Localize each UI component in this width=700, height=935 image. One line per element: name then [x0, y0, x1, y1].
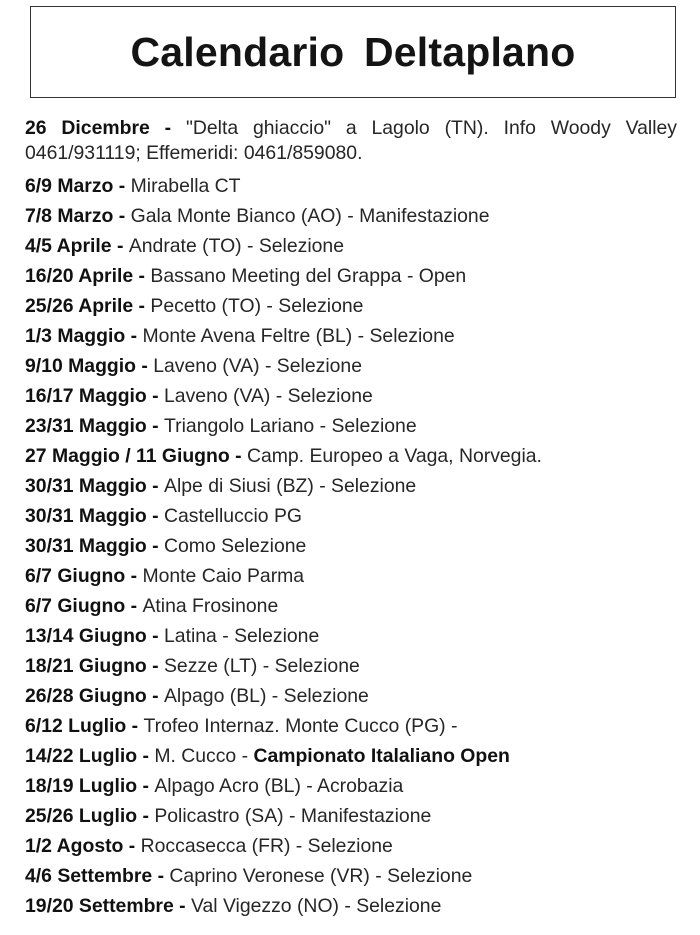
event-description: Val Vigezzo (NO) - Selezione [190, 895, 442, 917]
event-description: Caprino Veronese (VR) - Selezione [169, 865, 473, 887]
event-description: Trofeo Internaz. Monte Cucco (PG) - [143, 715, 458, 737]
event-item [25, 171, 677, 201]
event-item [25, 651, 677, 681]
event-item [25, 321, 677, 351]
event-date: 16/20 Aprile [25, 265, 134, 287]
event-item [25, 441, 677, 471]
event-separator: - [146, 505, 165, 527]
event-item [25, 411, 677, 441]
event-date: 26/28 Giugno [25, 685, 147, 707]
event-description: Alpe di Siusi (BZ) - Selezione [164, 475, 417, 497]
event-description: Alpago Acro (BL) - Acrobazia [154, 775, 404, 797]
event-separator: - [229, 445, 247, 467]
event-description: Bassano Meeting del Grappa - Open [150, 265, 467, 287]
event-description: Laveno (VA) - Selezione [164, 385, 373, 407]
event-separator: - [113, 175, 131, 197]
event-date: 23/31 Maggio [25, 415, 147, 437]
event-description: Pecetto (TO) - Selezione [150, 295, 364, 317]
event-item [25, 381, 677, 411]
event-separator: - [137, 745, 155, 767]
page-title: Calendario Deltaplano [130, 28, 576, 75]
event-item [25, 201, 677, 231]
event-item [25, 861, 677, 891]
event-description: Latina - Selezione [164, 625, 320, 647]
event-description: Castelluccio PG [164, 505, 302, 527]
event-date: 30/31 Maggio [25, 475, 147, 497]
event-date: 18/19 Luglio [25, 775, 138, 797]
event-separator: - [146, 625, 164, 647]
title-box [30, 6, 676, 98]
event-date: 25/26 Aprile [25, 295, 134, 317]
event-separator: - [137, 775, 155, 797]
event-separator: - [125, 595, 143, 617]
event-date: 18/21 Giugno [25, 655, 147, 677]
event-description: Laveno (VA) - Selezione [153, 355, 362, 377]
event-date: 25/26 Luglio [25, 805, 138, 827]
event-item [25, 351, 677, 381]
event-description: Como Selezione [164, 535, 307, 557]
event-date: 26 Dicembre [25, 117, 150, 139]
event-separator: - [133, 295, 151, 317]
event-separator: - [173, 895, 191, 917]
event-separator: - [133, 265, 151, 287]
event-item [25, 261, 677, 291]
event-item [25, 561, 677, 591]
event-description: Gala Monte Bianco (AO) - Manifestazione [130, 205, 490, 227]
event-description: Monte Caio Parma [142, 565, 305, 587]
event-date: 7/8 Marzo [25, 205, 114, 227]
event-description: Andrate (TO) - Selezione [128, 235, 345, 257]
event-date: 27 Maggio / 11 Giugno [25, 445, 230, 467]
event-separator: - [111, 235, 129, 257]
event-separator: - [146, 475, 165, 497]
event-description: Alpago (BL) - Selezione [164, 685, 369, 707]
event-separator: - [136, 355, 154, 377]
event-date: 1/2 Agosto [25, 835, 124, 857]
event-item [25, 291, 677, 321]
event-item [25, 231, 677, 261]
event-description: Sezze (LT) - Selezione [164, 655, 360, 677]
event-item [25, 711, 677, 741]
event-separator: - [152, 865, 170, 887]
event-date: 13/14 Giugno [25, 625, 147, 647]
event-date: 6/7 Giugno [25, 565, 126, 587]
event-item [25, 801, 677, 831]
event-date: 1/3 Maggio [25, 325, 126, 347]
event-description: "Delta ghiaccio" a Lagolo (TN). Info Woody Valley 0461/931119; Effemeridi: 0461/859080. [25, 117, 677, 164]
event-separator: - [146, 655, 164, 677]
event-item [25, 531, 677, 561]
event-date: 19/20 Settembre [25, 895, 174, 917]
event-description: Monte Avena Feltre (BL) - Selezione [142, 325, 455, 347]
event-highlight: Campionato Italaliano Open [253, 745, 510, 767]
event-list [25, 116, 677, 921]
event-description: M. Cucco - [154, 745, 254, 767]
event-separator: - [126, 715, 144, 737]
event-separator: - [146, 415, 165, 437]
event-item [25, 741, 677, 771]
event-date: 6/12 Luglio [25, 715, 127, 737]
event-separator: - [123, 835, 141, 857]
event-separator: - [149, 117, 186, 139]
event-item [25, 501, 677, 531]
event-item [25, 621, 677, 651]
event-date: 4/6 Settembre [25, 865, 153, 887]
event-item [25, 681, 677, 711]
event-item [25, 831, 677, 861]
event-date: 4/5 Aprile [25, 235, 112, 257]
event-description: Policastro (SA) - Manifestazione [154, 805, 432, 827]
event-date: 16/17 Maggio [25, 385, 147, 407]
event-separator: - [137, 805, 155, 827]
event-description: Atina Frosinone [142, 595, 279, 617]
event-item [25, 891, 677, 921]
event-separator: - [113, 205, 131, 227]
event-separator: - [146, 385, 165, 407]
event-item [25, 471, 677, 501]
event-item [25, 591, 677, 621]
event-date: 30/31 Maggio [25, 535, 147, 557]
event-separator: - [146, 535, 165, 557]
event-date: 6/7 Giugno [25, 595, 126, 617]
event-date: 30/31 Maggio [25, 505, 147, 527]
event-description: Camp. Europeo a Vaga, Norvegia. [246, 445, 542, 467]
event-separator: - [146, 685, 164, 707]
event-date: 14/22 Luglio [25, 745, 138, 767]
event-date: 9/10 Maggio [25, 355, 136, 377]
event-item [25, 771, 677, 801]
event-description: Roccasecca (FR) - Selezione [140, 835, 393, 857]
event-description: Triangolo Lariano - Selezione [164, 415, 417, 437]
event-date: 6/9 Marzo [25, 175, 114, 197]
event-separator: - [125, 325, 143, 347]
event-description: Mirabella CT [130, 175, 241, 197]
event-separator: - [125, 565, 143, 587]
event-item [25, 116, 677, 166]
